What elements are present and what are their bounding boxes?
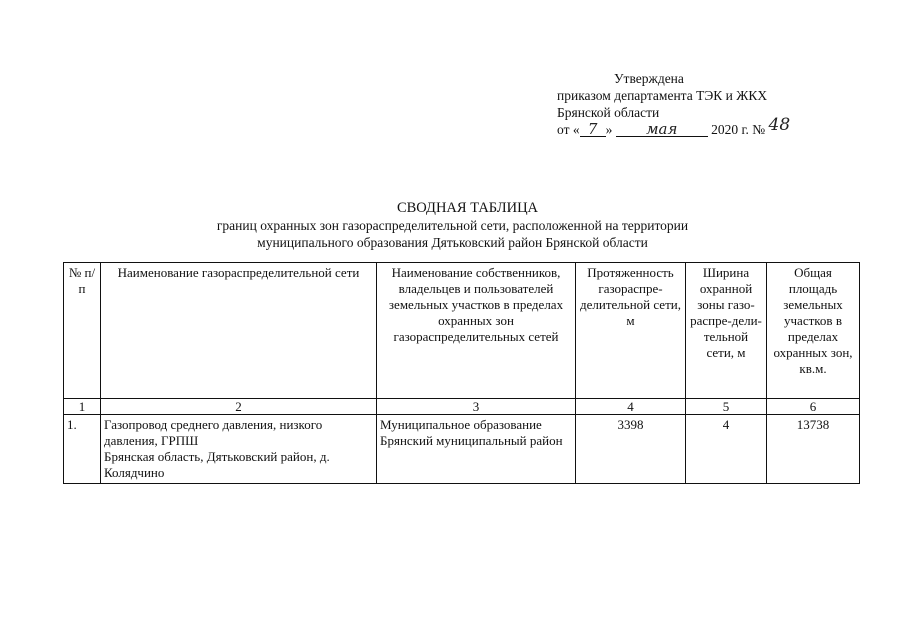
document-subtitle-line2: муниципального образования Дятьковский район Брянской области [257, 235, 648, 250]
column-number: 5 [686, 399, 767, 415]
table-row [64, 415, 860, 484]
column-number: 6 [767, 399, 860, 415]
approval-block [557, 70, 790, 138]
approval-title: Утверждена [614, 71, 684, 86]
row-network-location: Брянская область, Дятьковский район, д. Колядчино [104, 449, 330, 480]
approval-date-line [557, 115, 791, 138]
document-title: СВОДНАЯ ТАБЛИЦА [396, 200, 539, 216]
row-owner: Муниципальное образование Брянский муниципальный район [377, 415, 576, 484]
row-length: 3398 [576, 415, 686, 484]
row-total-area: 13738 [767, 415, 860, 484]
table-header-row [64, 263, 860, 399]
title-block [0, 200, 905, 251]
header-total-area: Общая площадь земельных участков в пределах охранных зон, кв.м. [767, 263, 860, 399]
column-number: 2 [101, 399, 377, 415]
document-subtitle-line1: границ охранных зон газораспределительной сети, расположенной на территории [216, 218, 689, 233]
header-number: № п/п [64, 263, 101, 399]
approval-region-line: Брянской области [557, 105, 660, 120]
column-number: 3 [377, 399, 576, 415]
number-prefix: № [752, 122, 766, 137]
column-number: 4 [576, 399, 686, 415]
date-mid: » [605, 122, 613, 137]
date-month-handwritten: мая [616, 122, 708, 137]
row-zone-width: 4 [686, 415, 767, 484]
header-zone-width: Ширина охранной зоны газо-распре-дели-тельной сети, м [686, 263, 767, 399]
date-prefix: от « [557, 122, 580, 137]
header-length: Протяженность газораспре-делительной сети, м [576, 263, 686, 399]
approval-order-line: приказом департамента ТЭК и ЖКХ [557, 88, 768, 103]
order-number-handwritten: 48 [768, 115, 791, 135]
summary-table [63, 262, 860, 484]
row-number: 1. [64, 415, 101, 484]
header-owners: Наименование собственников, владельцев и пользователей земельных участков в пределах охранных зон газораспределительных сетей [377, 263, 576, 399]
row-network-cell [101, 415, 377, 484]
row-network-name: Газопровод среднего давления, низкого давления, ГРПШ [104, 417, 323, 448]
column-number: 1 [64, 399, 101, 415]
column-number-row [64, 399, 860, 415]
header-network-name: Наименование газораспределительной сети [101, 263, 377, 399]
date-year: 2020 г. [711, 122, 749, 137]
date-day-handwritten: 7 [580, 122, 606, 137]
